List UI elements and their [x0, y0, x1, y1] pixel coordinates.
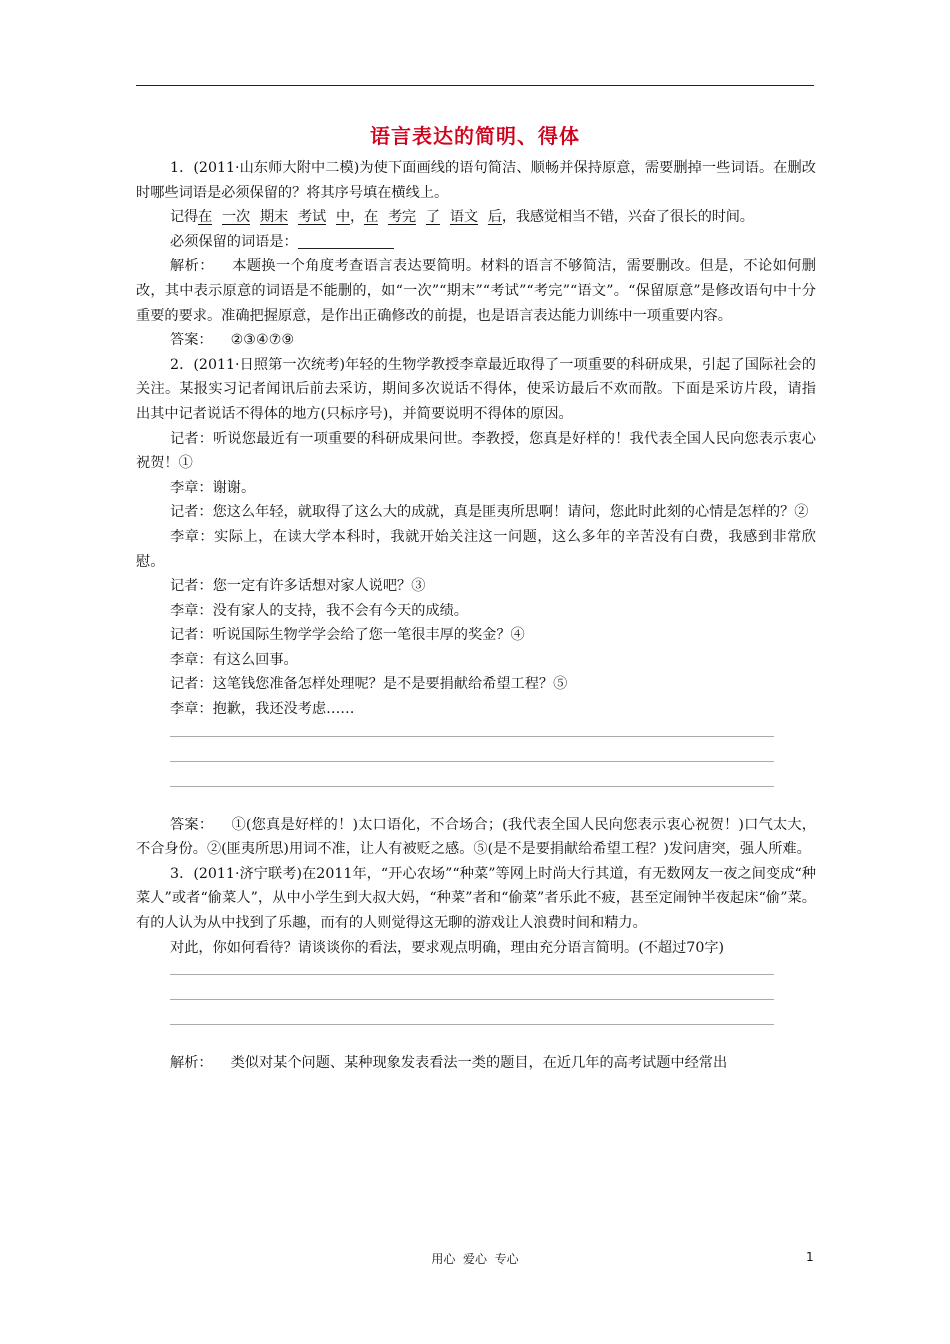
answer-line: [170, 761, 774, 762]
q3-analysis: 解析： 类似对某个问题、某种现象发表看法一类的题目，在近几年的高考试题中经常出: [170, 1055, 728, 1072]
q2-intro: 2．(2011·日照第一次统考)年轻的生物学教授李章最近取得了一项重要的科研成果，引起了国际社会的关注。某报实习记者闻讯后前去采访，期间多次说话不得体，使采访最后不欢而散。下面是采访片段，请指出其中记者说话不得体的地方(只标序号)，并简要说明不得体的原因。: [136, 356, 816, 422]
dialogue-line: 李章：有这么回事。: [170, 651, 298, 668]
dialogue-line: 李章：谢谢。: [170, 479, 256, 496]
answer-line: [170, 736, 774, 737]
page-title: 语言表达的简明、得体: [370, 124, 580, 148]
q1-answer: 答案： ②③④⑦⑨: [170, 332, 295, 349]
answer-line: [170, 1024, 774, 1025]
q3-intro: 3．(2011·济宁联考)在2011年，“开心农场”“种菜”等网上时尚大行其道，有无数网友一夜之间变成“种菜人”或者“偷菜人”，从中小学生到大叔大妈，“种菜”者和“偷菜”者乐此不疲，甚至定闹钟半夜起床“偷”菜。有的人认为从中找到了乐趣，而有的人则觉得这无聊的游戏让人浪费时间和精力。: [136, 865, 816, 932]
q3-prompt: 对此，你如何看待？请谈谈你的看法，要求观点明确，理由充分语言简明。(不超过70字): [170, 939, 725, 956]
q3-answer-lines: [136, 960, 816, 1051]
dialogue-line: 记者：听说您最近有一项重要的科研成果问世。李教授，您真是好样的！我代表全国人民向您表示衷心祝贺！①: [136, 430, 816, 472]
answer-blank[interactable]: [298, 233, 394, 249]
q2-answer-lines: [136, 722, 816, 813]
dialogue-line: 记者：您一定有许多话想对家人说吧？③: [170, 578, 426, 595]
q1-keep-line: 必须保留的词语是：: [136, 230, 816, 255]
dialogue-line: 李章：没有家人的支持，我不会有今天的成绩。: [170, 602, 468, 619]
answer-line: [170, 999, 774, 1000]
q1-intro: 1．(2011·山东师大附中二模)为使下面画线的语句简洁、顺畅并保持原意，需要删掉一些词语。在删改时哪些词语是必须保留的？将其序号填在横线上。: [136, 160, 816, 201]
document-body: [136, 156, 816, 1076]
answer-line: [170, 786, 774, 787]
q1-sentence: 记得在 一次 期末 考试 中，在 考完 了 语文 后，我感觉相当不错，兴奋了很长的时间。: [170, 209, 754, 226]
dialogue-line: 记者：这笔钱您准备怎样处理呢？是不是要捐献给希望工程？⑤: [170, 676, 568, 693]
dialogue-line: 记者：您这么年轻，就取得了这么大的成就，真是匪夷所思啊！请问，您此时此刻的心情是怎样的？②: [170, 504, 809, 521]
dialogue-line: 李章：抱歉，我还没考虑……: [170, 701, 355, 718]
page-footer: 用心 爱心 专心: [431, 1252, 519, 1266]
dialogue-line: 记者：听说国际生物学学会给了您一笔很丰厚的奖金？④: [170, 627, 525, 644]
q1-analysis: 解析： 本题换一个角度考查语言表达要简明。材料的语言不够简洁，需要删改。但是，不论如何删改，其中表示原意的词语是不能删的，如“一次”“期末”“考试”“考完”“语文”。“保留原意”是修改语句中十分重要的要求。准确把握原意，是作出正确修改的前提，也是语言表达能力训练中一项重要内容。: [136, 258, 816, 324]
answer-line: [170, 974, 774, 975]
q2-answer: 答案： ①(您真是好样的！)太口语化，不合场合；(我代表全国人民向您表示衷心祝贺！)口气太大，不合身份。②(匪夷所思)用词不准，让人有被贬之感。⑤(是不是要捐献给希望工程？)发问唐突，强人所难。: [136, 816, 816, 858]
page-number: 1: [806, 1250, 814, 1264]
header-rule: [136, 85, 814, 86]
dialogue-line: 李章：实际上，在读大学本科时，我就开始关注这一问题，这么多年的辛苦没有白费，我感到非常欣慰。: [136, 528, 816, 570]
